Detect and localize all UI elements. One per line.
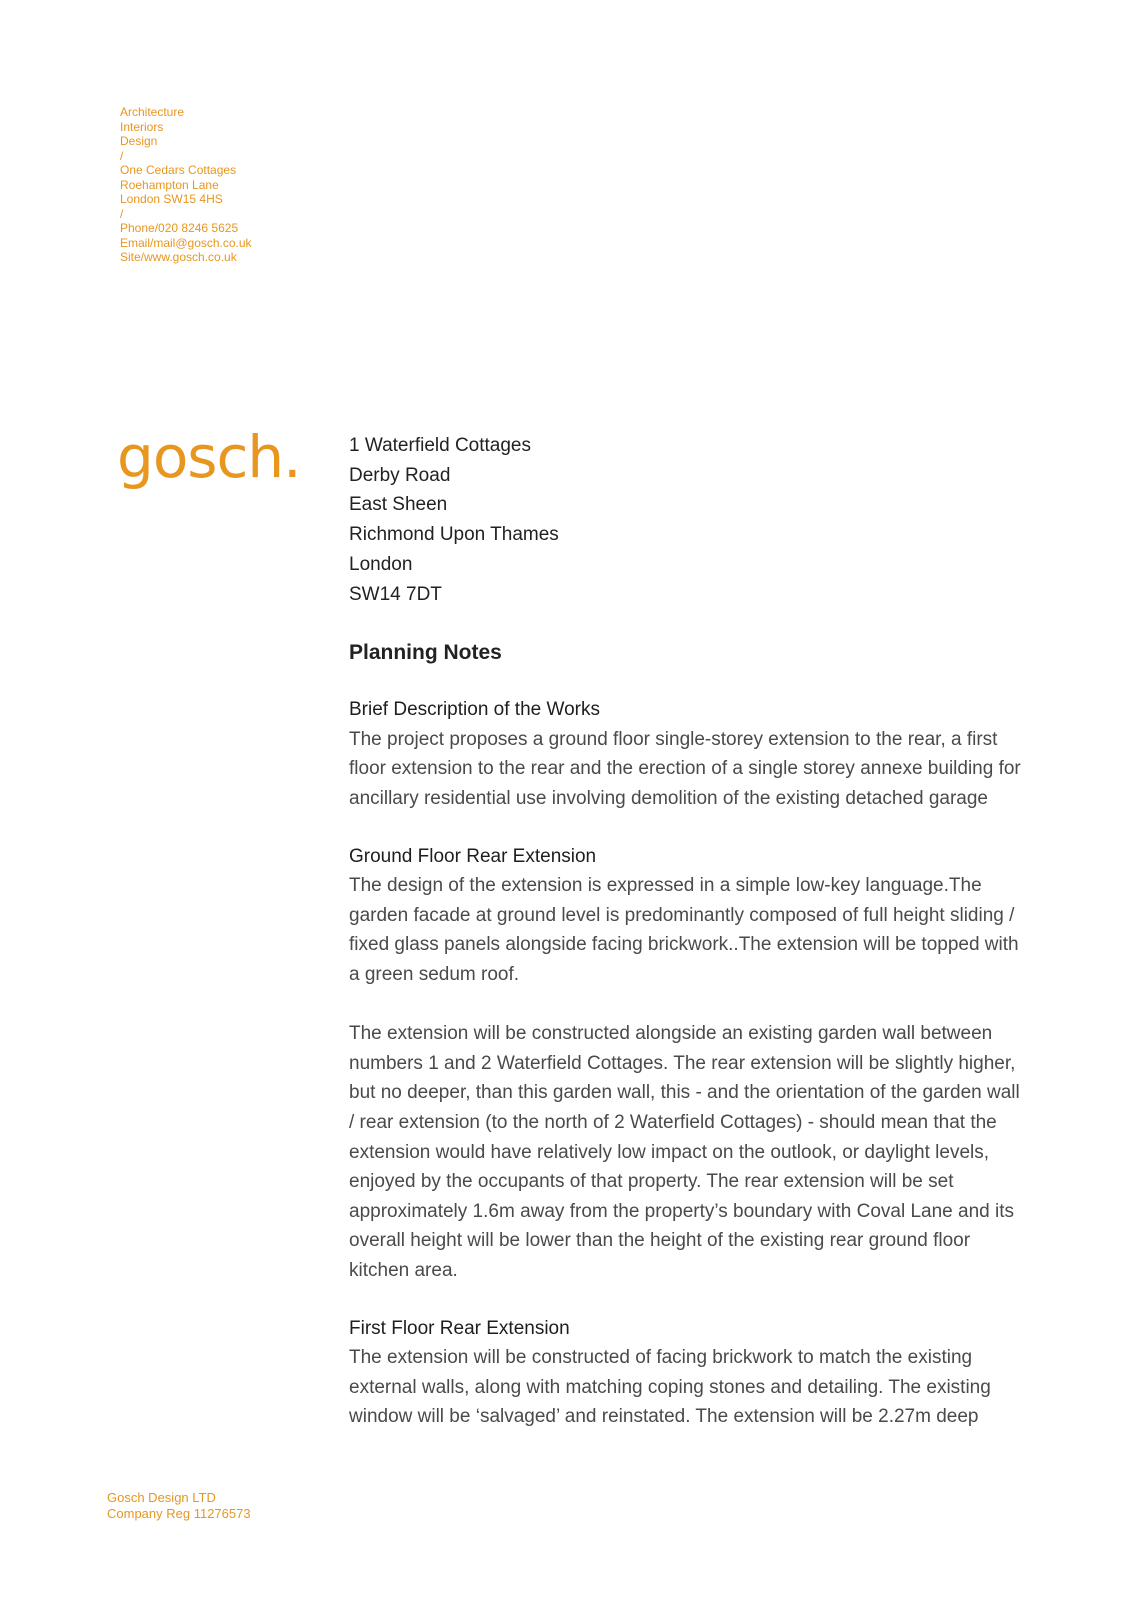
contact-line: Interiors (120, 119, 164, 134)
contact-phone: Phone/020 8246 5625 (120, 221, 239, 235)
contact-line: One Cedars Cottages (120, 163, 237, 177)
document-body (349, 431, 1029, 1432)
section-heading: First Floor Rear Extension (349, 1317, 570, 1339)
footer-company-name: Gosch Design LTD (107, 1490, 216, 1505)
site-address (349, 431, 1029, 609)
contact-email: Email/mail@gosch.co.uk (120, 235, 252, 250)
section-ground-floor-extension (349, 842, 1029, 1286)
letterhead-contact-block (120, 105, 252, 265)
contact-separator: / (120, 148, 124, 163)
section-paragraph: The extension will be constructed of facing brickwork to match the existing external walls, along with matching coping stones and detailing. The existing window will be ‘salvaged’ and reinstated. The extension will be 2.27m deep (349, 1347, 991, 1428)
contact-line: Architecture (120, 105, 185, 119)
contact-line: Design (120, 134, 158, 148)
gosch-logo: gosch. (117, 423, 301, 491)
contact-line: Roehampton Lane (120, 177, 219, 192)
address-line: East Sheen (349, 494, 448, 516)
section-heading: Brief Description of the Works (349, 699, 600, 721)
footer-company-reg: Company Reg 11276573 (107, 1506, 251, 1521)
section-heading: Ground Floor Rear Extension (349, 845, 597, 867)
section-paragraph: The project proposes a ground floor single-storey extension to the rear, a first floor extension to the rear and the erection of a single storey annexe building for ancillary residential use involving demolition of the existing detached garage (349, 728, 1021, 809)
document-title: Planning Notes (349, 641, 502, 665)
address-line: Richmond Upon Thames (349, 524, 559, 546)
address-line: Derby Road (349, 464, 451, 486)
company-footer (107, 1490, 251, 1522)
contact-separator: / (120, 206, 124, 221)
address-line: SW14 7DT (349, 583, 442, 605)
section-paragraph: The extension will be constructed alongside an existing garden wall between numbers 1 and 2 Waterfield Cottages. The rear extension will be slightly higher, but no deeper, than this garden wall, this - and the orientation of the garden wall / rear extension (to the north of 2 Waterfield Cottages) - should mean that the extension would have relatively low impact on the outlook, or daylight levels, enjoyed by the occupants of that property. The rear extension will be set approximately 1.6m away from the property’s boundary with Coval Lane and its overall height will be lower than the height of the existing rear ground floor kitchen area. (349, 1023, 1020, 1281)
contact-line: London SW15 4HS (120, 192, 223, 206)
section-first-floor-extension (349, 1314, 1029, 1432)
section-paragraph: The design of the extension is expressed in a simple low-key language.The garden facade at ground level is predominantly composed of full height sliding / fixed glass panels alongside facing brickwork..The extension will be topped with a green sedum roof. (349, 875, 1019, 985)
address-line: London (349, 553, 413, 575)
section-brief-description (349, 695, 1029, 813)
address-line: 1 Waterfield Cottages (349, 435, 531, 456)
contact-site: Site/www.gosch.co.uk (120, 250, 237, 264)
